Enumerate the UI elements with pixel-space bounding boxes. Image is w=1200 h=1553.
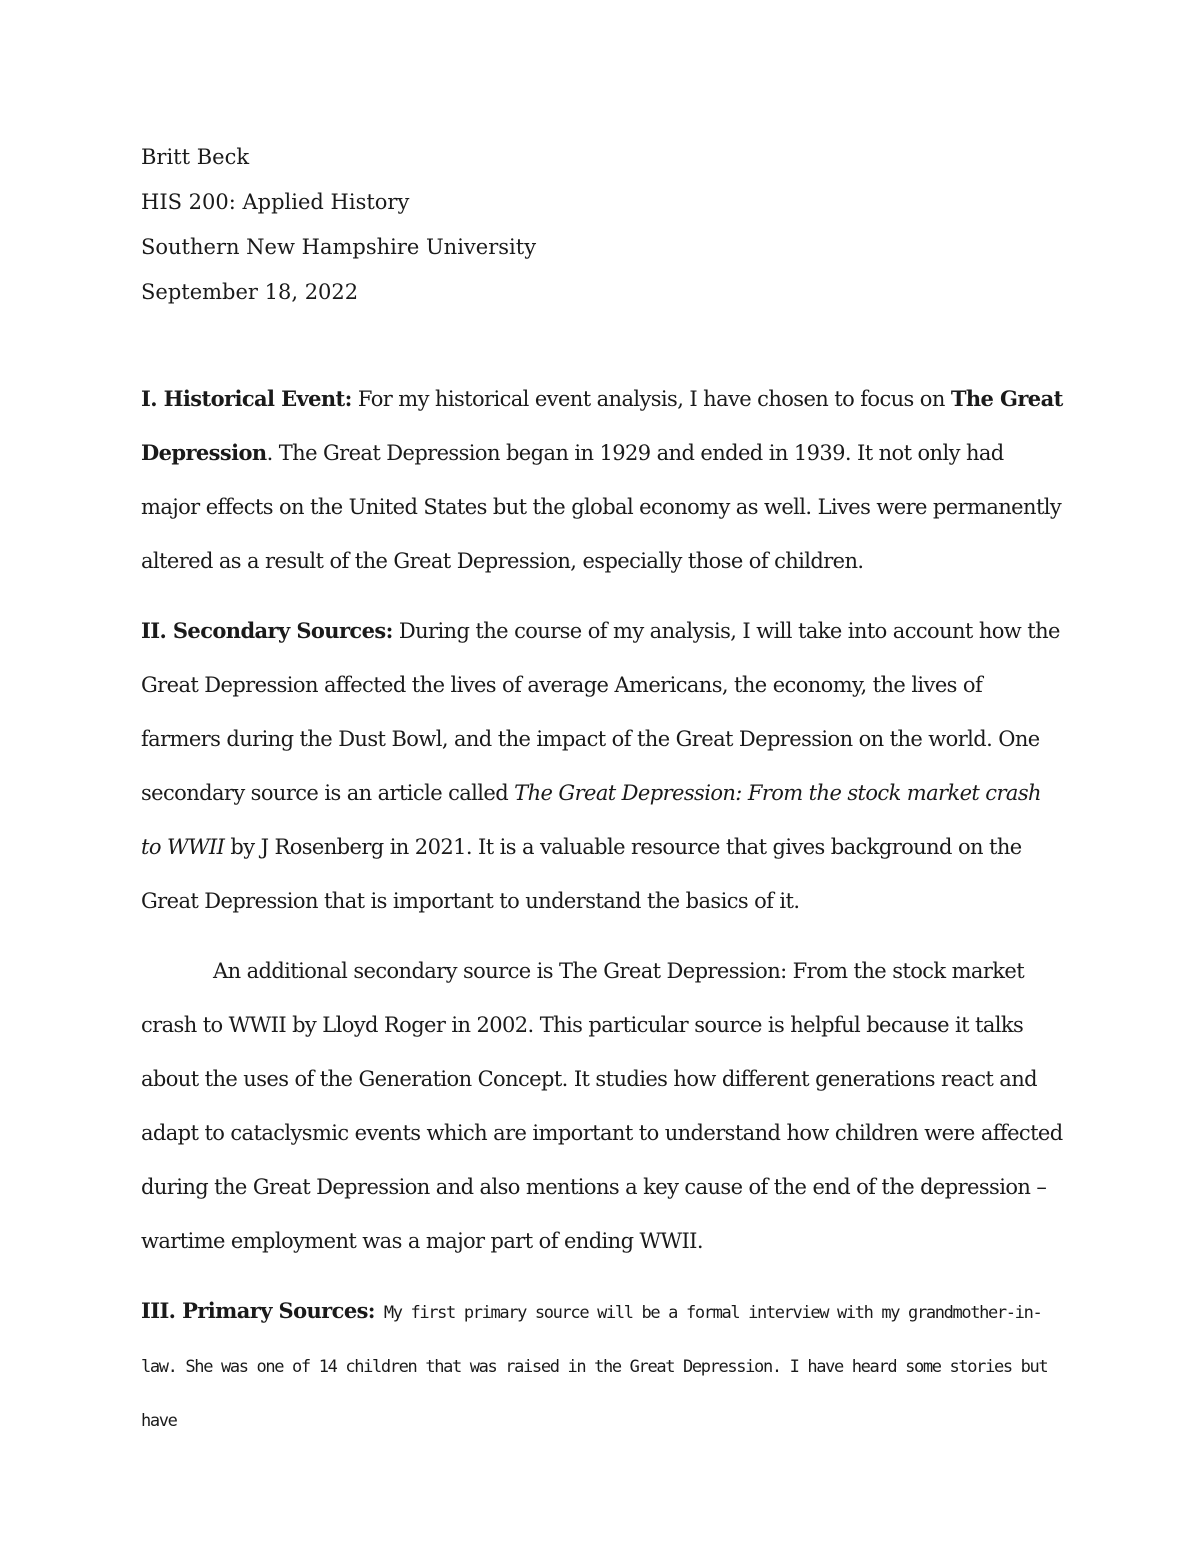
document-date: September 18, 2022 [141, 280, 359, 304]
document-body [141, 372, 1063, 1464]
paragraph-text: During the course of my analysis, I will take into account how the Great Depression affected the lives of average Americans, the economy, the lives of farmers during the Dust Bowl, and the impact of the Great Depression on the world. One secondary source is an article called [141, 619, 1060, 805]
course-title: HIS 200: Applied History [141, 190, 410, 214]
section-heading: II. Secondary Sources: [141, 618, 393, 643]
section-historical-event [141, 372, 1063, 588]
paragraph-text: My first primary source will be a formal interview with my grandmother-in-law. She was one of 14 children that was raised in the Great Depression. I have heard some stories but have [141, 1303, 1048, 1431]
italic-source-title: The Great Depression: From the stock market crash to WWII [141, 781, 1041, 859]
paragraph-text: by J Rosenberg in 2021. It is a valuable resource that gives background on the Great Depression that is important to understand the basics of it. [141, 835, 1022, 913]
school-name: Southern New Hampshire University [141, 235, 537, 259]
bold-topic: The Great Depression [141, 386, 1063, 465]
paragraph-text: . The Great Depression began in 1929 and ended in 1939. It not only had major effects on the United States but the global economy as well. Lives were permanently altered as a result of the Great Depression, especially those of children. [141, 441, 1062, 573]
paragraph-text: For my historical event analysis, I have chosen to focus on [351, 387, 951, 411]
author-name: Britt Beck [141, 145, 250, 169]
section-heading: I. Historical Event: [141, 386, 352, 411]
section-secondary-sources [141, 604, 1063, 928]
document-header [141, 142, 1081, 322]
secondary-source-paragraph: An additional secondary source is The Great Depression: From the stock market crash to WWII by Lloyd Roger in 2002. This particular source is helpful because it talks about the uses of the Generation Concept. It studies how different generations react and adapt to cataclysmic events which are important to understand how children were affected during the Great Depression and also mentions a key cause of the end of the depression – wartime employment was a major part of ending WWII. [141, 959, 1063, 1253]
section-heading: III. Primary Sources: [141, 1298, 375, 1323]
section-primary-sources [141, 1284, 1063, 1448]
